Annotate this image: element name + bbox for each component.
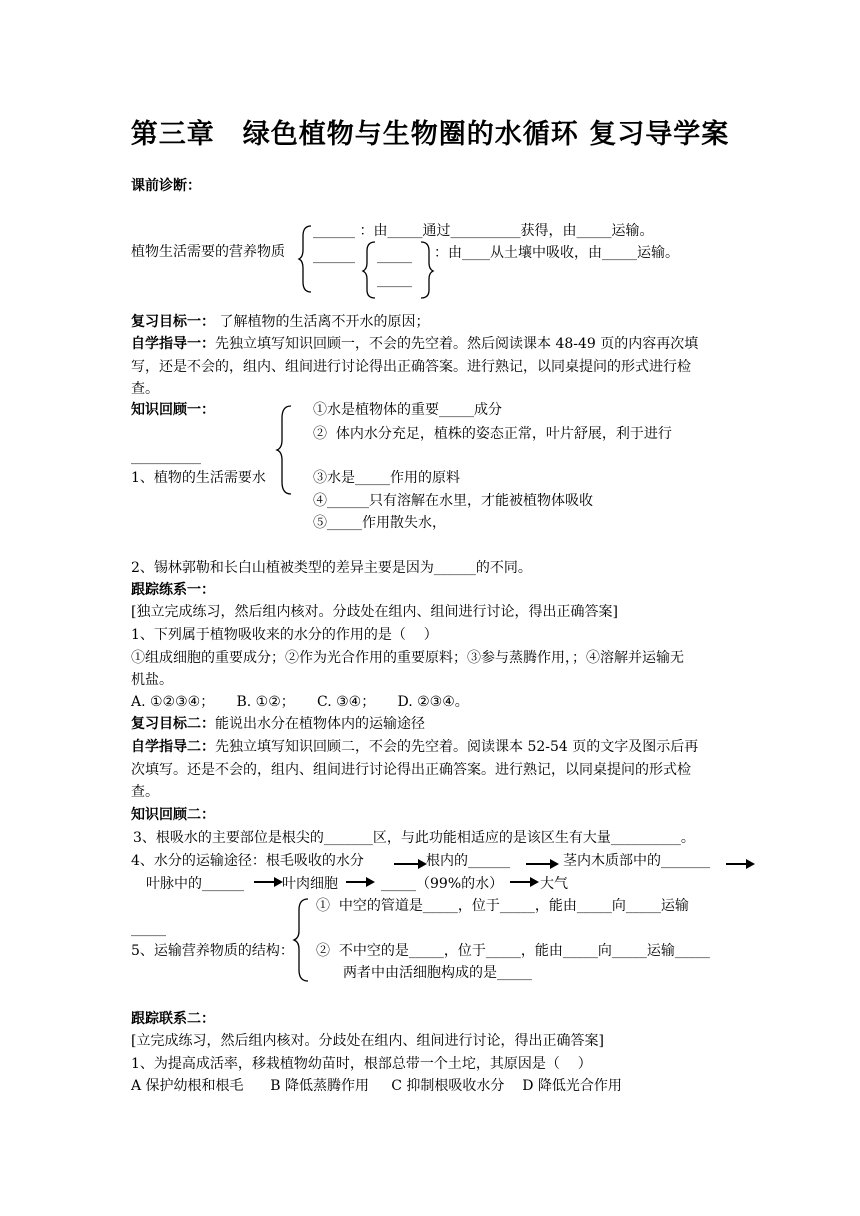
practice-1-instruction: [独立完成练习，然后组内核对。分歧处在组内、组间进行讨论，得出正确答案] xyxy=(131,604,618,620)
practice-2-options: A 保护幼根和根毛 B 降低蒸腾作用 C 抑制根吸收水分 D 降低光合作用 xyxy=(131,1078,622,1094)
review-1-item-5: ⑤_____作用散失水， xyxy=(313,515,446,531)
arrow-icon xyxy=(254,876,284,888)
goal-1 xyxy=(131,312,429,332)
guide-1-text: 先独立填写知识回顾一，不会的先空着。然后阅读课本 48-49 页的内容再次填 xyxy=(215,336,699,352)
goal-2-text: 能说出水分在植物体内的运输途径 xyxy=(215,716,425,732)
nutrients-label: 植物生活需要的营养物质 xyxy=(131,244,285,260)
arrow-icon xyxy=(526,858,560,870)
review-2-q4-c: 茎内木质部中的_______ xyxy=(563,853,710,869)
guide-1-line-2: 写，还是不会的，组内、组间进行讨论得出正确答案。进行熟记，以同桌提问的形式进行检 xyxy=(131,359,691,375)
guide-2-line-2: 次填写。还是不会的，组内、组间进行讨论得出正确答案。进行熟记，以同桌提问的形式检 xyxy=(131,762,691,778)
review-1-q2: 2、锡林郭勒和长白山植被类型的差异主要是因为______的不同。 xyxy=(131,560,532,576)
nutrient-inner-1: _____ xyxy=(377,248,412,264)
guide-2-label: 自学指导二： xyxy=(131,739,215,755)
nutrient-line-1: ______ ：由_____通过__________获得，由_____运输。 xyxy=(313,223,654,239)
review-2-q3: 3、根吸水的主要部位是根尖的_______区，与此功能相适应的是该区生有大量__________。 xyxy=(133,830,695,846)
review-2-q4-e: 叶肉细胞 xyxy=(282,876,338,892)
review-2-q4-d: 叶脉中的______ xyxy=(146,876,244,892)
guide-1-line-3: 查。 xyxy=(131,381,159,397)
goal-2 xyxy=(131,714,425,734)
goal-1-text: 了解植物的生活离不开水的原因； xyxy=(215,314,430,330)
practice-1-stem-1: ①组成细胞的重要成分；②作为光合作用的重要原料；③参与蒸腾作用，；④溶解并运输无 xyxy=(131,650,684,666)
nutrient-line-2-left: ______ xyxy=(313,248,355,264)
page-title: 第三章 绿色植物与生物圈的水循环 复习导学案 xyxy=(130,119,730,150)
arrow-icon xyxy=(346,876,376,888)
goal-2-label: 复习目标二： xyxy=(131,716,215,732)
practice-2-instruction: [立完成练习，然后组内核对。分歧处在组内、组间进行讨论，得出正确答案] xyxy=(131,1033,604,1049)
nutrient-inner-2: _____ xyxy=(377,272,412,288)
guide-2-line-1 xyxy=(131,737,698,757)
practice-2-label: 跟踪联系二： xyxy=(131,1011,215,1027)
practice-1-q1: 1、下列属于植物吸收来的水分的作用的是（ ） xyxy=(131,627,438,643)
review-1-label: 知识回顾一： xyxy=(131,402,215,418)
practice-1-options: A. ①②③④； B. ①②； C. ③④； D. ②③④。 xyxy=(131,694,469,710)
review-2-q5-item-3: 两者中由活细胞构成的是_____ xyxy=(343,965,532,981)
review-2-q5-item-2: ② 不中空的是_____，位于_____，能由_____向_____运输_____ xyxy=(316,943,710,959)
guide-2-text: 先独立填写知识回顾二，不会的先空着。阅读课本 52-54 页的文字及图示后再 xyxy=(215,739,699,755)
nutrient-line-2-right: ：由____从土壤中吸收，由_____运输。 xyxy=(434,245,679,261)
practice-1-label: 跟踪练系一： xyxy=(131,582,215,598)
review-1-item-2: ② 体内水分充足，植株的姿态正常，叶片舒展，利于进行 xyxy=(313,426,672,442)
review-2-q4-g: 大气 xyxy=(540,876,568,892)
review-1-brace xyxy=(276,404,292,496)
guide-1-line-1 xyxy=(131,334,698,354)
arrow-icon xyxy=(726,858,756,870)
review-2-q4-f: _____（99%的水） xyxy=(381,876,504,892)
arrow-icon xyxy=(394,858,428,870)
guide-1-label: 自学指导一： xyxy=(131,336,215,352)
review-1-blank-line: __________ xyxy=(131,449,201,465)
review-1-item-4: ④______只有溶解在水里，才能被植物体吸收 xyxy=(313,493,593,509)
review-1-left-label: 1、植物的生活需要水 xyxy=(131,470,266,486)
review-2-q5-blank: _____ xyxy=(131,921,166,937)
section-heading-diagnosis: 课前诊断： xyxy=(131,178,201,194)
outer-brace xyxy=(298,224,312,294)
inner-right-brace xyxy=(420,240,434,300)
review-2-q4-a: 4、水分的运输途径：根毛吸收的水分 xyxy=(131,853,364,869)
inner-left-brace xyxy=(362,240,376,300)
goal-1-label: 复习目标一： xyxy=(131,314,215,330)
review-2-label: 知识回顾二： xyxy=(131,807,215,823)
review-1-item-3: ③水是_____作用的原料 xyxy=(313,470,460,486)
review-2-q5-label: 5、运输营养物质的结构： xyxy=(131,943,294,959)
practice-2-q1: 1、为提高成活率，移栽植物幼苗时，根部总带一个土坨，其原因是（ ） xyxy=(131,1056,592,1072)
review-2-q5-item-1: ① 中空的管道是_____，位于_____，能由_____向_____运输 xyxy=(316,898,689,914)
guide-2-line-3: 查。 xyxy=(131,784,159,800)
review-1-item-1: ①水是植物体的重要_____成分 xyxy=(313,402,502,418)
review-2-q4-b: 根内的______ xyxy=(426,853,510,869)
arrow-icon xyxy=(510,876,540,888)
practice-1-stem-2: 机盐。 xyxy=(131,672,173,688)
review-2-brace xyxy=(293,897,309,983)
